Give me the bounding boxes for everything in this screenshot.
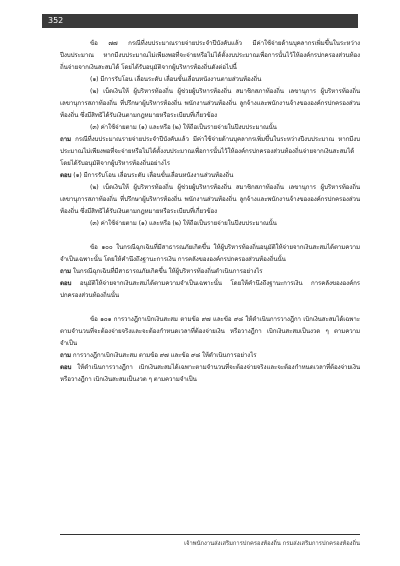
question-label: ถาม xyxy=(60,136,71,143)
question-label: ถาม xyxy=(60,268,71,275)
footer-text: เจ้าพนักงานส่งเสริมการปกครองท้องถิ่น กรมส่งเสริมการปกครองท้องถิ่น xyxy=(184,541,360,547)
answer-label: ตอบ xyxy=(60,364,72,371)
question-101 xyxy=(60,350,360,362)
answer-77 xyxy=(60,170,360,182)
answer-77-item-3: (๓) ค่าใช้จ่ายตาม (๑) และหรือ (๒) ให้ถือเป็นรายจ่ายในปีงบประมาณนั้น xyxy=(90,220,277,227)
answer-77-item-2: (๒) เบ็ดเงินให้ ผู้บริหารท้องถิ่น ผู้ช่วยผู้บริหารท้องถิ่น สมาชิกสภาท้องถิ่น เลขานุการ ผู้บริหารท้องถิ่น เลขานุการสภาท้องถิ่น ที่ปรึกษาผู้บริหารท้องถิ่น พนักงานส่วนท้องถิ่น ลูกจ้างและพนักงานจ้างขององค์กรปกครองส่วนท้องถิ่น ซึ่งมีสิทธิได้รับเงินตามกฎหมายหรือระเบียบที่เกี่ยวข้อง xyxy=(60,184,360,215)
section-77-item-2: (๒) เบ็ดเงินให้ ผู้บริหารท้องถิ่น ผู้ช่วยผู้บริหารท้องถิ่น สมาชิกสภาท้องถิ่น เลขานุการ ผู้บริหารท้องถิ่น เลขานุการสภาท้องถิ่น ที่ปรึกษาผู้บริหารท้องถิ่น พนักงานส่วนท้องถิ่น ลูกจ้างและพนักงานจ้างขององค์กรปกครองส่วนท้องถิ่น ซึ่งมีสิทธิได้รับเงินตามกฎหมายหรือระเบียบที่เกี่ยวข้อง xyxy=(60,88,360,119)
answer-label: ตอบ xyxy=(60,172,72,179)
answer-text: ให้ดำเนินการวางฎีกา เบิกเงินสะสมได้เฉพาะตามจำนวนที่จะต้องจ่ายจริงและจะต้องกำหนดเวลาที่ต้องจ่ายเงิน หรือวางฎีกา เบิกเงินสะสมเป็นงวด ๆ ตามความจำเป็น xyxy=(60,364,360,383)
question-77 xyxy=(60,134,360,170)
question-label: ถาม xyxy=(60,352,71,359)
page-header-bar xyxy=(42,14,358,28)
section-77-item-3: (๓) ค่าใช้จ่ายตาม (๑) และหรือ (๒) ให้ถือเป็นรายจ่ายในปีงบประมาณนั้น xyxy=(90,124,277,131)
spacer xyxy=(60,230,360,242)
spacer xyxy=(60,302,360,314)
document-body xyxy=(60,38,360,386)
section-77-item-1: (๑) มีการรับโอน เลื่อนระดับ เลื่อนขั้นเลื่อนหนังงานตามส่วนท้องถิ่น xyxy=(90,76,262,83)
section-100-paragraph: ข้อ ๑๐๐ ในกรณีฉุกเฉินที่มีสาธารณภัยเกิดขึ้น ให้ผู้บริหารท้องถิ่นอนุมัติให้จ่ายจากเงินสะสมได้ตามความจำเป็นเฉพาะนั้น โดยให้คำนึงถึงฐานะการเงิน การคลังขององค์กรปกครองส่วนท้องถิ่นนั้น xyxy=(60,244,360,263)
answer-text: อนุมัติให้จ่ายจากเงินสะสมได้ตามความจำเป็นเฉพาะนั้น โดยให้คำนึงถึงฐานะการเงิน การคลังขององค์กรปกครองส่วนท้องถิ่นนั้น xyxy=(60,280,360,299)
question-text: กรณีที่งบประมาณรายจ่ายประจำปีบังคับแล้ว มีค่าใช้จ่ายด้านบุคลากรเพิ่มขึ้นในระหว่างปีงบประมาณ หากมีงบประมาณไม่เพียงพอที่จะจ่ายหรือไม่ได้ตั้งงบประมาณเพื่อการนั้นไว้ให้องค์กรปกครองส่วนท้องถิ่นจ่ายจากเงินสะสมได้ โดยได้รับอนุมัติจากผู้บริหารท้องถิ่นอย่างไร xyxy=(60,136,360,167)
answer-100 xyxy=(60,278,360,302)
section-101-paragraph: ข้อ ๑๐๑ การวางฎีกาเบิกเงินสะสม ตามข้อ ๙๗ และข้อ ๙๘ ให้ดำเนินการวางฎีกา เบิกเงินสะสมได้เฉพาะตามจำนวนที่จะต้องจ่ายจริงและจะต้องกำหนดเวลาที่ต้องจ่ายเงิน หรือวางฎีกา เบิกเงินสะสมเป็นงวด ๆ ตามความจำเป็น xyxy=(60,316,360,347)
footer-divider xyxy=(60,534,360,535)
question-text: ในกรณีฉุกเฉินที่มีสาธารณภัยเกิดขึ้น ให้ผู้บริหารท้องถิ่นดำเนินการอย่างไร xyxy=(72,268,263,275)
question-text: การวางฎีกาเบิกเงินสะสม ตามข้อ ๙๗ และข้อ ๙๘ ให้ดำเนินการอย่างไร xyxy=(72,352,257,359)
answer-item-1: (๑) มีการรับโอน เลื่อนระดับ เลื่อนขั้นเลื่อนหนังงานส่วนท้องถิ่น xyxy=(73,172,234,179)
answer-label: ตอบ xyxy=(60,280,72,287)
question-100 xyxy=(60,266,360,278)
page-number: 352 xyxy=(48,16,64,25)
answer-101 xyxy=(60,362,360,386)
section-77-paragraph: ข้อ ๗๗ กรณีที่งบประมาณรายจ่ายประจำปีบังคับแล้ว มีค่าใช้จ่ายด้านบุคลากรเพิ่มขึ้นในระหว่างปีงบประมาณ หากมีงบประมาณไม่เพียงพอที่จะจ่ายหรือไม่ได้ตั้งงบประมาณเพื่อการนั้นไว้ให้องค์กรปกครองส่วนท้องถิ่นจ่ายจากเงินสะสมได้ โดยได้รับอนุมัติจากผู้บริหารท้องถิ่นดังต่อไปนี้ xyxy=(60,40,360,71)
